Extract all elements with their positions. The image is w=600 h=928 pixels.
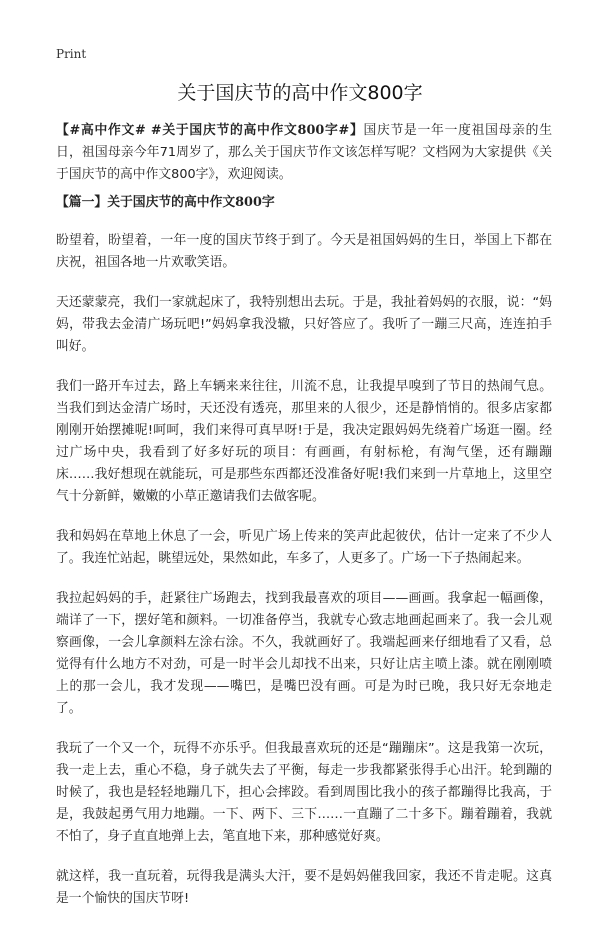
intro-tags: 【#高中作文# #关于国庆节的高中作文800字#】 (56, 123, 364, 138)
paragraph-5: 我拉起妈妈的手，赶紧往广场跑去，找到我最喜欢的项目——画画。我拿起一幅画像，端详了一下，摆好笔和颜料。一切准备停当，我就专心致志地画起画来了。我一会儿观察画像，一会儿拿颜料左涂右涂。不久，我就画好了。我端起画来仔细地看了又看，总觉得有什么地方不对劲，可是一时半会儿却找不出来，只好让店主喷上漆。就在刚刚喷上的那一会儿，我才发现——嘴巴，是嘴巴没有画。可是为时已晚，我只好无奈地走了。 (56, 591, 552, 716)
paragraph-6: 我玩了一个又一个，玩得不亦乐乎。但我最喜欢玩的还是“蹦蹦床”。这是我第一次玩，我一走上去，重心不稳，身子就失去了平衡，每走一步我都紧张得手心出汗。轮到蹦的时候了，我也是轻轻地蹦几下，担心会摔跤。看到周围比我小的孩子都蹦得比我高，于是，我鼓起勇气用力地蹦。一下、两下、三下……一直蹦了二十多下。蹦着蹦着，我就不怕了，身子直直地弹上去，笔直地下来，那种感觉好爽。 (56, 741, 552, 844)
intro-text: 国庆节是一年一度祖国母亲的生日，祖国母亲今年71周岁了，那么关于国庆节作文该怎样写呢？文档网为大家提供《关于国庆节的高中作文800字》，欢迎阅读。 (56, 123, 552, 182)
paragraph-7: 就这样，我一直玩着，玩得我是满头大汗，要不是妈妈催我回家，我还不肯走呢。这真是一个愉快的国庆节呀! (56, 869, 552, 906)
print-link[interactable]: Print (56, 47, 87, 61)
paragraph-1: 盼望着，盼望着，一年一度的国庆节终于到了。今天是祖国妈妈的生日，举国上下都在庆祝，祖国各地一片欢歌笑语。 (56, 233, 552, 270)
paragraph-4: 我和妈妈在草地上休息了一会，听见广场上传来的笑声此起彼伏，估计一定来了不少人了。我连忙站起，眺望远处，果然如此，车多了，人更多了。广场一下子热闹起来。 (56, 529, 552, 566)
article-body (56, 120, 552, 928)
paragraph-3: 我们一路开车过去，路上车辆来来往往，川流不息，让我提早嗅到了节日的热闹气息。当我们到达金清广场时，天还没有透亮，那里来的人很少，还是静悄悄的。很多店家都刚刚开始摆摊呢!呵呵，我们来得可真早呀!于是，我决定跟妈妈先绕着广场逛一圈。经过广场中央，我看到了好多好玩的项目：有画画，有射标枪，有淘气堡，还有蹦蹦床……我好想现在就能玩，可是那些东西都还没准备好呢!我们来到一片草地上，这里空气十分新鲜，嫩嫩的小草正邀请我们去做客呢。 (56, 379, 552, 504)
section-heading: 【篇一】关于国庆节的高中作文800字 (56, 195, 275, 210)
page-title: 关于国庆节的高中作文800字 (177, 82, 423, 104)
intro-paragraph (56, 120, 552, 186)
paragraph-2: 天还蒙蒙亮，我们一家就起床了，我特别想出去玩。于是，我扯着妈妈的衣服，说：“妈妈，带我去金清广场玩吧!”妈妈拿我没辙，只好答应了。我听了一蹦三尺高，连连拍手叫好。 (56, 295, 552, 354)
